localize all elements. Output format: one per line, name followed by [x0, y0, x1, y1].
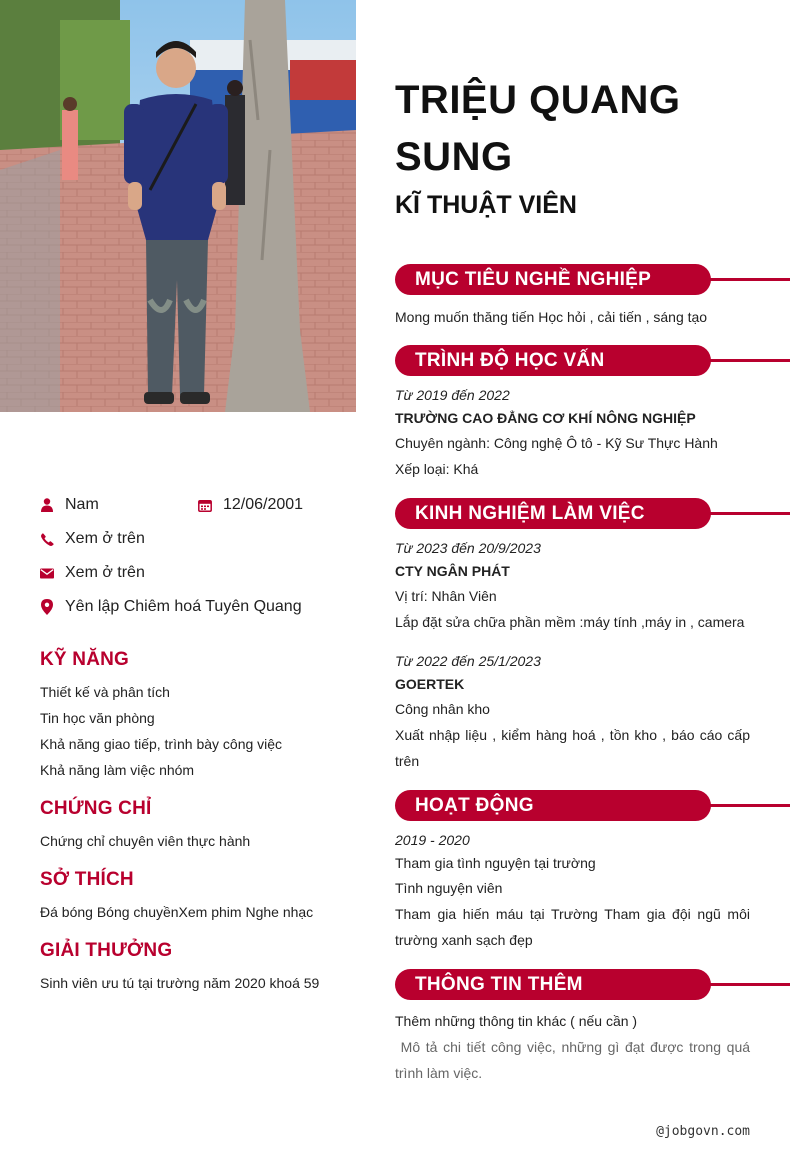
- job-period: Từ 2023 đến 20/9/2023: [395, 540, 541, 556]
- hobbies-section: [40, 869, 340, 925]
- awards-title: GIẢI THƯỞNG: [40, 940, 173, 961]
- activity-period: 2019 - 2020: [395, 832, 470, 848]
- gender-value: Nam: [65, 496, 99, 513]
- phone-row: [40, 530, 145, 548]
- additional-note: Mô tả chi tiết công việc, những gì đạt được trong quá trình làm việc.: [395, 1039, 754, 1081]
- job-company: GOERTEK: [395, 676, 465, 692]
- education-title: TRÌNH ĐỘ HỌC VẤN: [395, 345, 711, 376]
- watermark: @jobgovn.com: [656, 1124, 750, 1139]
- hobbies-title: SỞ THÍCH: [40, 869, 134, 890]
- certificates-section: [40, 798, 340, 854]
- job-period: Từ 2022 đến 25/1/2023: [395, 653, 541, 669]
- person-icon: [40, 497, 54, 513]
- education-school: TRƯỜNG CAO ĐẲNG CƠ KHÍ NÔNG NGHIỆP: [395, 410, 696, 426]
- experience-header: [395, 498, 790, 530]
- skills-title: KỸ NĂNG: [40, 649, 130, 670]
- address-row: [40, 598, 302, 616]
- activities-header: [395, 790, 790, 822]
- objective-header: [395, 264, 790, 296]
- phone-value: Xem ở trên: [65, 530, 145, 547]
- additional-text: Thêm những thông tin khác ( nếu cần ): [395, 1013, 638, 1029]
- objective-title: MỤC TIÊU NGHỀ NGHIỆP: [395, 264, 711, 295]
- skills-section: [40, 649, 340, 783]
- awards-section: [40, 940, 340, 996]
- education-major: Chuyên ngành: Công nghệ Ô tô - Kỹ Sư Thực Hành: [395, 435, 718, 451]
- education-header: [395, 345, 790, 377]
- job-description: Lắp đặt sửa chữa phần mềm :máy tính ,máy in , camera: [395, 614, 745, 630]
- certificate-item: Chứng chỉ chuyên viên thực hành: [40, 833, 251, 849]
- additional-header: [395, 969, 790, 1001]
- additional-title: THÔNG TIN THÊM: [395, 969, 711, 1000]
- job-company: CTY NGÂN PHÁT: [395, 563, 510, 579]
- activities-title: HOẠT ĐỘNG: [395, 790, 711, 821]
- email-row: [40, 564, 145, 582]
- job-position: Công nhân kho: [395, 701, 490, 717]
- certificates-title: CHỨNG CHỈ: [40, 798, 152, 819]
- profile-photo: [0, 0, 356, 412]
- candidate-name: TRIỆU QUANG SUNG: [395, 78, 681, 179]
- job-position: Vị trí: Nhân Viên: [395, 588, 497, 604]
- phone-icon: [40, 531, 54, 547]
- job-title: KĨ THUẬT VIÊN: [395, 191, 577, 219]
- skill-item: Tin học văn phòng: [40, 710, 155, 726]
- skill-item: Khả năng làm việc nhóm: [40, 762, 195, 778]
- education-rank: Xếp loại: Khá: [395, 461, 479, 477]
- skill-item: Khả năng giao tiếp, trình bày công việc: [40, 736, 283, 752]
- birthdate-row: [198, 496, 303, 514]
- envelope-icon: [40, 565, 54, 581]
- objective-text: Mong muốn thăng tiến Học hỏi , cải tiến , sáng tạo: [395, 309, 708, 325]
- activity-description: Tham gia hiến máu tại Trường Tham gia đội ngũ môi trường xanh sạch đẹp: [395, 906, 750, 948]
- skill-item: Thiết kế và phân tích: [40, 684, 170, 700]
- birthdate-value: 12/06/2001: [223, 496, 304, 513]
- education-period: Từ 2019 đến 2022: [395, 387, 510, 403]
- activity-role: Tình nguyện viên: [395, 880, 503, 896]
- hobby-item: Đá bóng Bóng chuyềnXem phim Nghe nhạc: [40, 904, 314, 920]
- experience-title: KINH NGHIỆM LÀM VIỆC: [395, 498, 711, 529]
- map-pin-icon: [40, 599, 54, 615]
- address-value: Yên lập Chiêm hoá Tuyên Quang: [65, 598, 302, 615]
- gender-row: [40, 496, 99, 514]
- job-description: Xuất nhập liệu , kiểm hàng hoá , tồn kho , báo cáo cấp trên: [395, 727, 750, 769]
- calendar-icon: [198, 497, 212, 513]
- award-item: Sinh viên ưu tú tại trường năm 2020 khoá 59: [40, 975, 320, 991]
- email-value: Xem ở trên: [65, 564, 145, 581]
- activity-organization: Tham gia tình nguyện tại trường: [395, 855, 596, 871]
